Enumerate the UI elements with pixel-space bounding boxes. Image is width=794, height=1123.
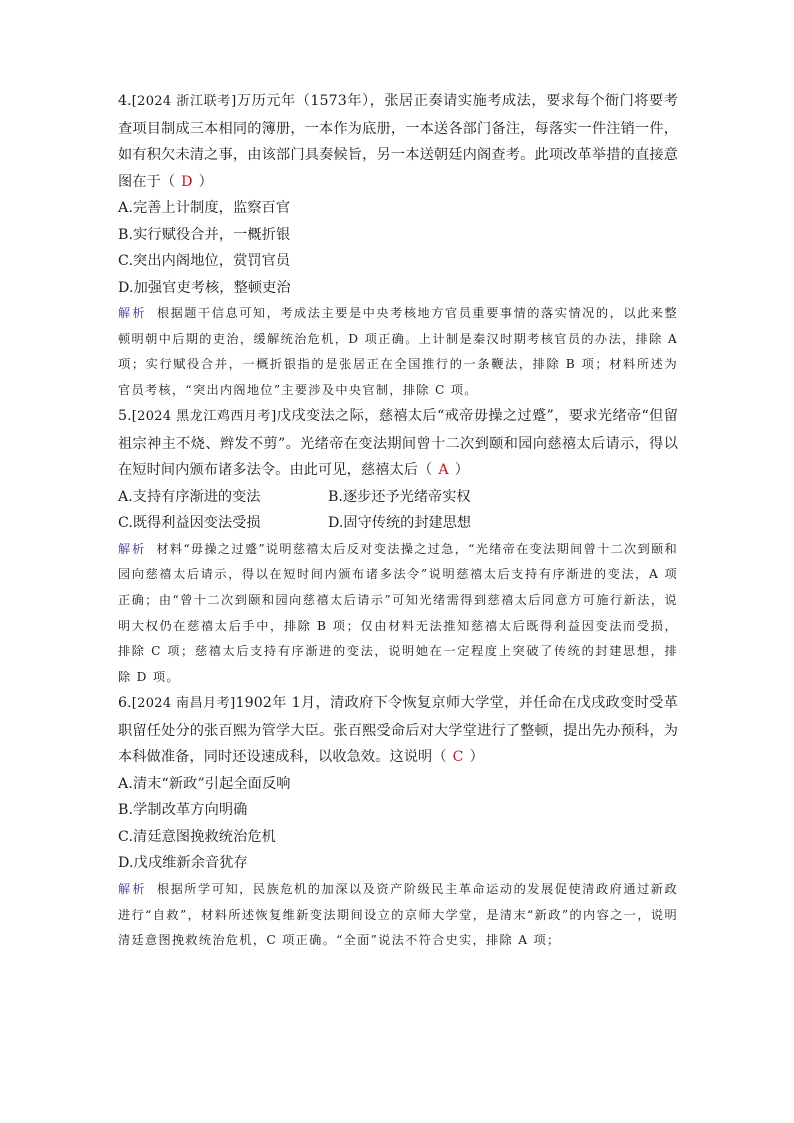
stem-close: ） xyxy=(198,173,213,190)
question-4 xyxy=(118,88,678,403)
question-6 xyxy=(118,690,678,953)
question-stem xyxy=(118,88,678,195)
option-b: B.逐步还予光绪帝实权 xyxy=(328,488,471,505)
option-a: A.支持有序渐进的变法 xyxy=(118,488,261,505)
question-source: [2024 浙江联考] xyxy=(131,94,237,109)
option-c: C.清廷意图挽救统治危机 xyxy=(118,828,276,845)
exam-page xyxy=(118,88,678,954)
option-row xyxy=(118,510,678,537)
explanation-label: 解析 xyxy=(118,881,147,896)
option-c: C.突出内阁地位，赏罚官员 xyxy=(118,253,291,269)
explanation-text: 材料“毋操之过蹙”说明慈禧太后反对变法操之过急，“光绪帝在变法期间曾十二次到颐和园向慈禧太后请示，得以在短时间内颁布诸多法令”说明慈禧太后支持有序渐进的变法，A 项正确；由“曾十二次到颐和园向慈禧太后请示”可知光绪需得到慈禧太后同意方可施行新法，说明大权仍在慈禧太后手中，排除 B 项；仅由材料无法推知慈禧太后既得利益因变法而受损，排除 C 项；慈禧太后支持有序渐进的变法，说明她在一定程度上突破了传统的封建思想，排除 D 项。 xyxy=(118,541,679,684)
answer-letter: D xyxy=(181,173,193,190)
answer-letter: A xyxy=(438,462,449,479)
option-d: D.固守传统的封建思想 xyxy=(328,515,472,532)
explanation xyxy=(118,537,678,691)
stem-text: 万历元年（1573年），张居正奏请实施考成法，要求每个衙门将要考查项目制成三本相同的簿册，一本作为底册，一本送各部门备注，每落实一件注销一件，如有积欠未清之事，由该部门具奏候旨，另一本送朝廷内阁查考。此项改革举措的直接意图在于（ xyxy=(118,93,678,190)
explanation-label: 解析 xyxy=(118,306,147,320)
explanation-label: 解析 xyxy=(118,541,147,556)
option-d: D.戊戌维新余音犹存 xyxy=(118,855,248,872)
explanation-text: 根据所学可知，民族危机的加深以及资产阶级民主革命运动的发展促使清政府通过新政进行“自救”，材料所述恢复维新变法期间设立的京师大学堂，是清末“新政”的内容之一，说明清廷意图挽救统治危机，C 项正确。“全面”说法不符合史实，排除 A 项； xyxy=(118,881,678,948)
explanation-text: 根据题干信息可知，考成法主要是中央考核地方官员重要事情的落实情况的，以此来整顿明朝中后期的吏治，缓解统治危机，D 项正确。上计制是秦汉时期考核官员的办法，排除 A 项；实行赋役合并，一概折银指的是张居正在全国推行的一条鞭法，排除 B 项；材料所述为官员考核，“突出内阁地位”主要涉及中央官制，排除 C 项。 xyxy=(118,306,678,397)
answer-letter: C xyxy=(452,749,464,766)
option-d: D.加强官吏考核，整顿吏治 xyxy=(118,279,291,296)
question-source: [2024 黑龙江鸡西月考] xyxy=(131,409,277,425)
question-stem xyxy=(118,403,678,484)
explanation xyxy=(118,301,678,403)
option-a: A.清末“新政”引起全面反响 xyxy=(118,775,291,792)
question-number: 6. xyxy=(118,695,132,712)
option-row xyxy=(118,484,678,511)
option-b: B.实行赋役合并，一概折银 xyxy=(118,226,291,243)
stem-text: 1902年 1月，清政府下令恢复京师大学堂，并任命在戊戌政变时受革职留任处分的张百熙为管学大臣。张百熙受命后对大学堂进行了整顿，提出先办预科，为本科做准备，同时还设速成科，以收急效。这说明（ xyxy=(118,695,678,766)
stem-close: ） xyxy=(454,462,469,479)
stem-text: 戊戌变法之际，慈禧太后“戒帝毋操之过蹙”，要求光绪帝“但留祖宗神主不烧、辫发不剪”。光绪帝在变法期间曾十二次到颐和园向慈禧太后请示，得以在短时间内颁布诸多法令。由此可见，慈禧太后（ xyxy=(118,408,678,479)
question-number: 5. xyxy=(118,408,132,425)
question-stem xyxy=(118,690,678,771)
explanation xyxy=(118,877,678,954)
question-source: [2024 南昌月考] xyxy=(131,696,236,712)
question-number: 4. xyxy=(118,93,132,109)
option-a: A.完善上计制度，监察百官 xyxy=(118,200,291,216)
option-c: C.既得利益因变法受损 xyxy=(118,515,261,532)
option-b: B.学制改革方向明确 xyxy=(118,802,248,819)
question-5 xyxy=(118,403,678,690)
stem-close: ） xyxy=(469,749,484,766)
